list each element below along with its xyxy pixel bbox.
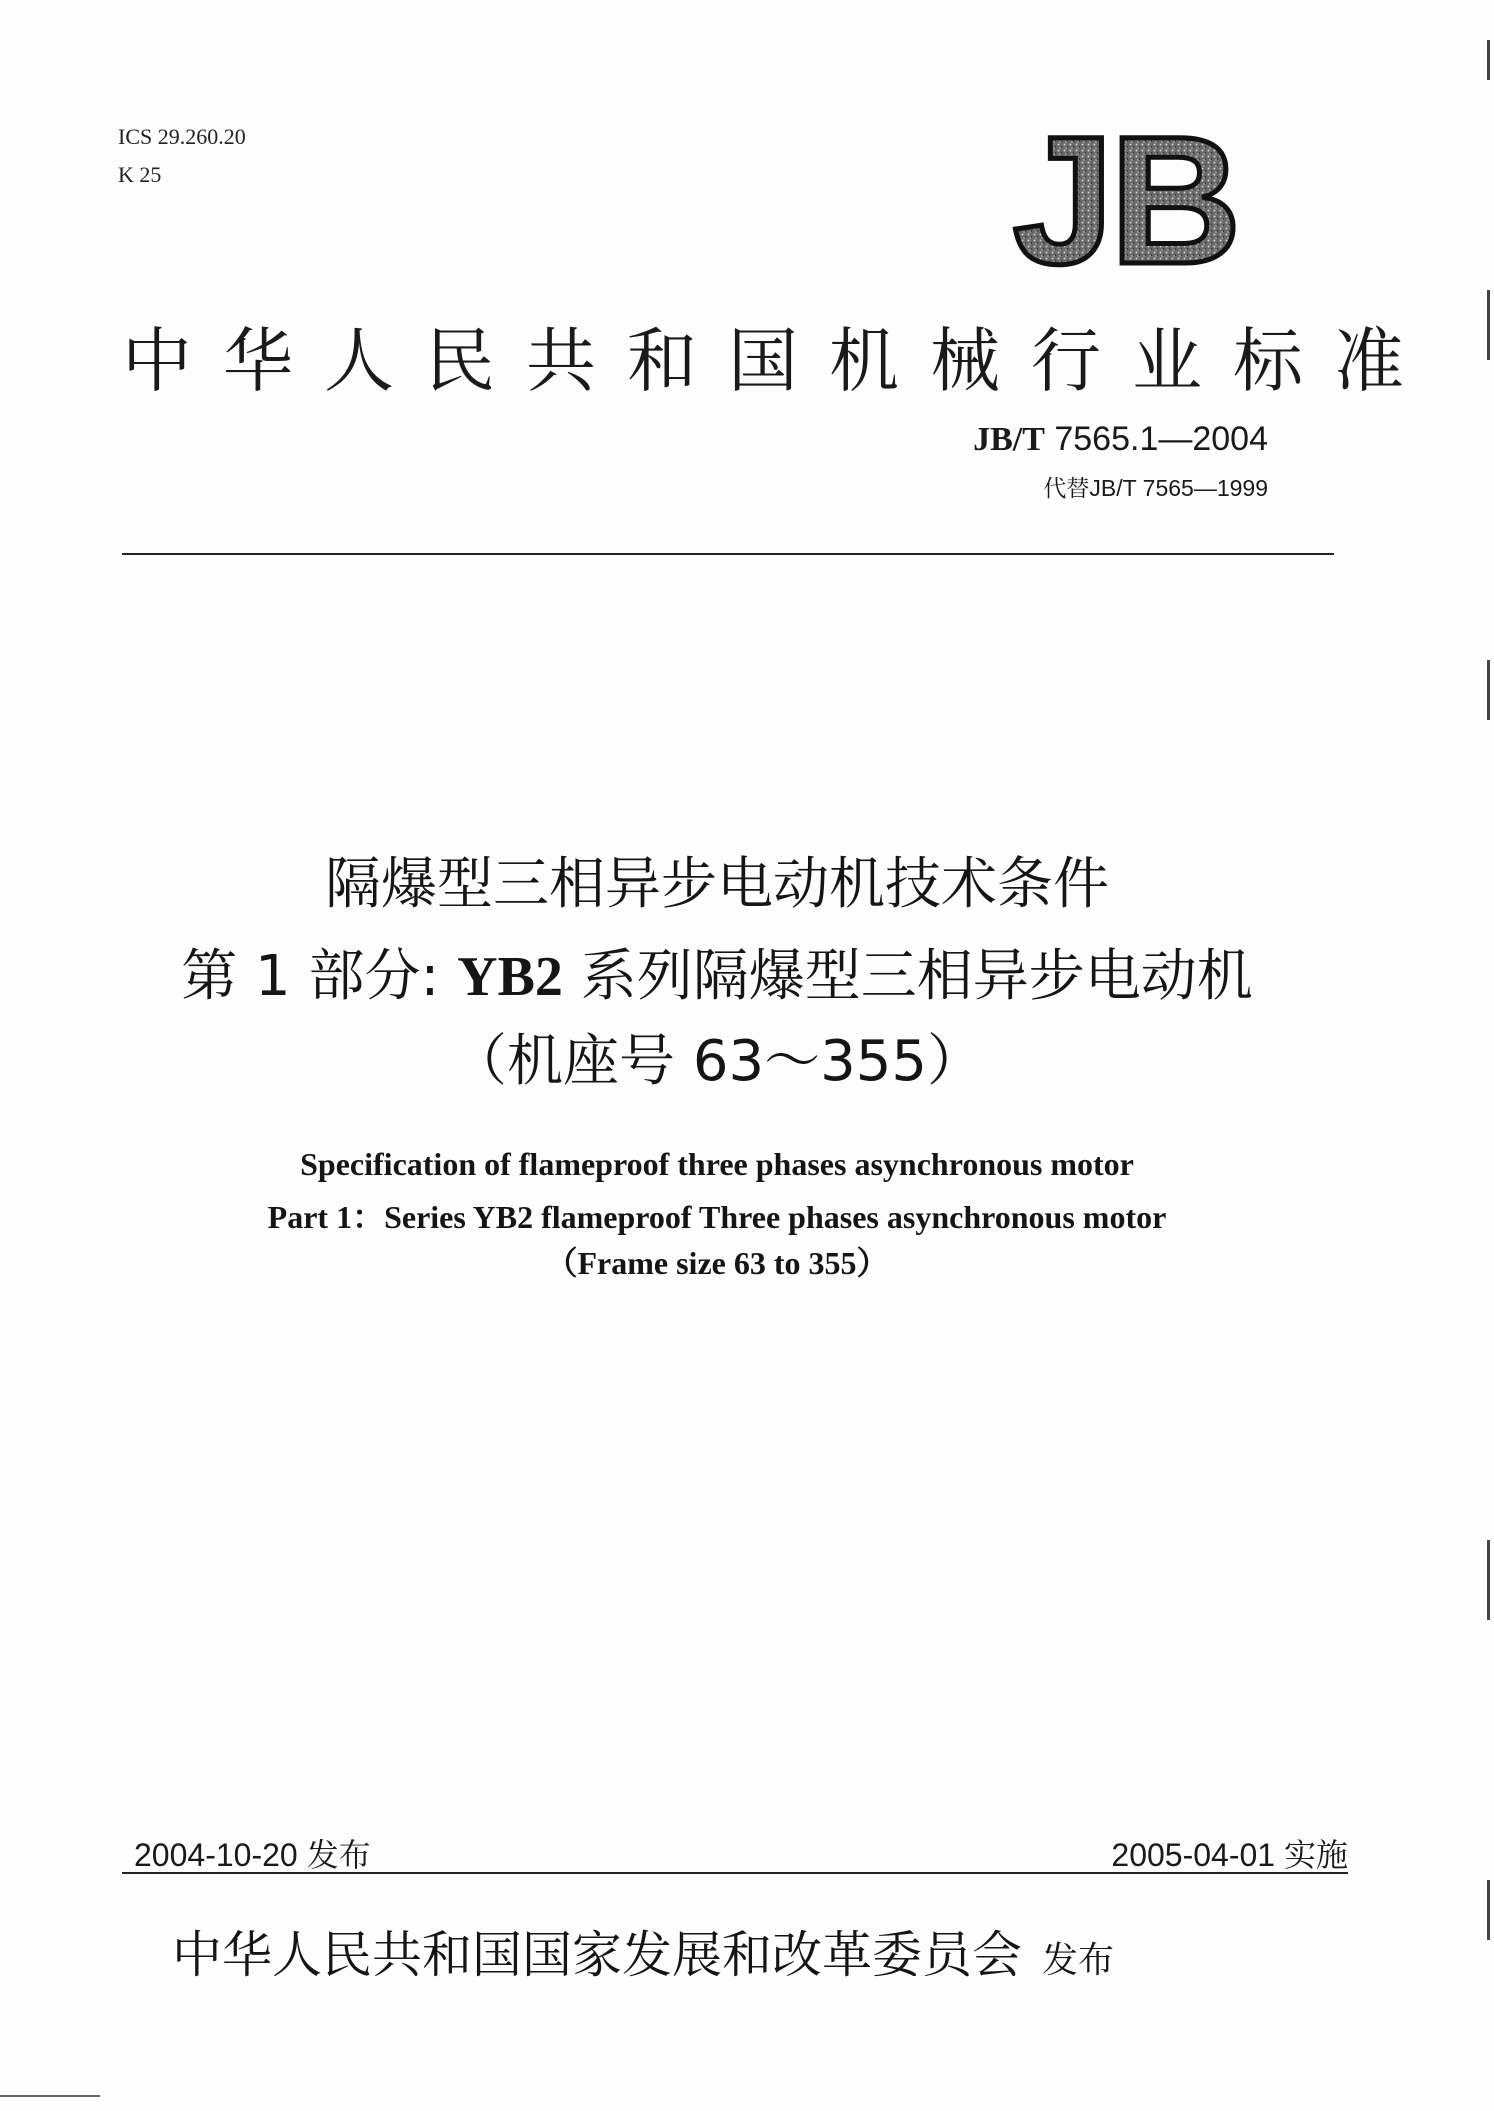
scan-edge-mark xyxy=(1487,660,1490,720)
publisher-name: 中华人民共和国国家发展和改革委员会 xyxy=(172,1926,1022,1984)
jb-logo xyxy=(985,125,1265,275)
title-cn-line2 xyxy=(0,932,1434,1012)
header-divider xyxy=(122,553,1334,555)
title-cn-part: 第 1 部分: xyxy=(181,944,458,1009)
classification-codes xyxy=(118,118,246,194)
publisher xyxy=(172,1915,1114,1987)
title-cn-line1: 隔爆型三相异步电动机技术条件 xyxy=(325,852,1109,917)
scan-bottom-line xyxy=(0,2095,100,2097)
scan-edge-mark xyxy=(1487,290,1490,360)
standard-number-prefix: JB/T xyxy=(973,421,1045,458)
title-en-line2: Part 1：Series YB2 flameproof Three phases asynchronous motor xyxy=(267,1199,1167,1235)
publisher-action: 发布 xyxy=(1042,1940,1115,1981)
replaces-standard: 代替JB/T 7565—1999 xyxy=(1043,475,1268,501)
title-en-line1: Specification of flameproof three phases asynchronous motor xyxy=(300,1146,1134,1182)
title-cn-model: YB2 xyxy=(457,946,563,1008)
title-en-line3: （Frame size 63 to 355） xyxy=(545,1245,889,1281)
footer-divider xyxy=(122,1872,1348,1874)
industry-standard-heading: 中华人民共和国机械行业标准 xyxy=(122,320,1435,402)
standard-number xyxy=(973,420,1268,459)
implementation-date: 2005-04-01 实施 xyxy=(1111,1837,1348,1873)
scan-edge-mark xyxy=(1487,40,1490,80)
scan-edge-mark xyxy=(1487,1880,1490,1940)
ccs-code: K 25 xyxy=(118,162,162,187)
ics-code: ICS 29.260.20 xyxy=(118,124,246,149)
jb-logo-text: JB xyxy=(1012,125,1238,275)
title-cn-line3: （机座号 63～355） xyxy=(451,1029,983,1094)
title-cn-series: 系列隔爆型三相异步电动机 xyxy=(562,944,1253,1009)
scan-edge-mark xyxy=(1487,1540,1490,1620)
issue-date: 2004-10-20 发布 xyxy=(134,1837,371,1873)
standard-number-value: 7565.1—2004 xyxy=(1054,420,1268,458)
